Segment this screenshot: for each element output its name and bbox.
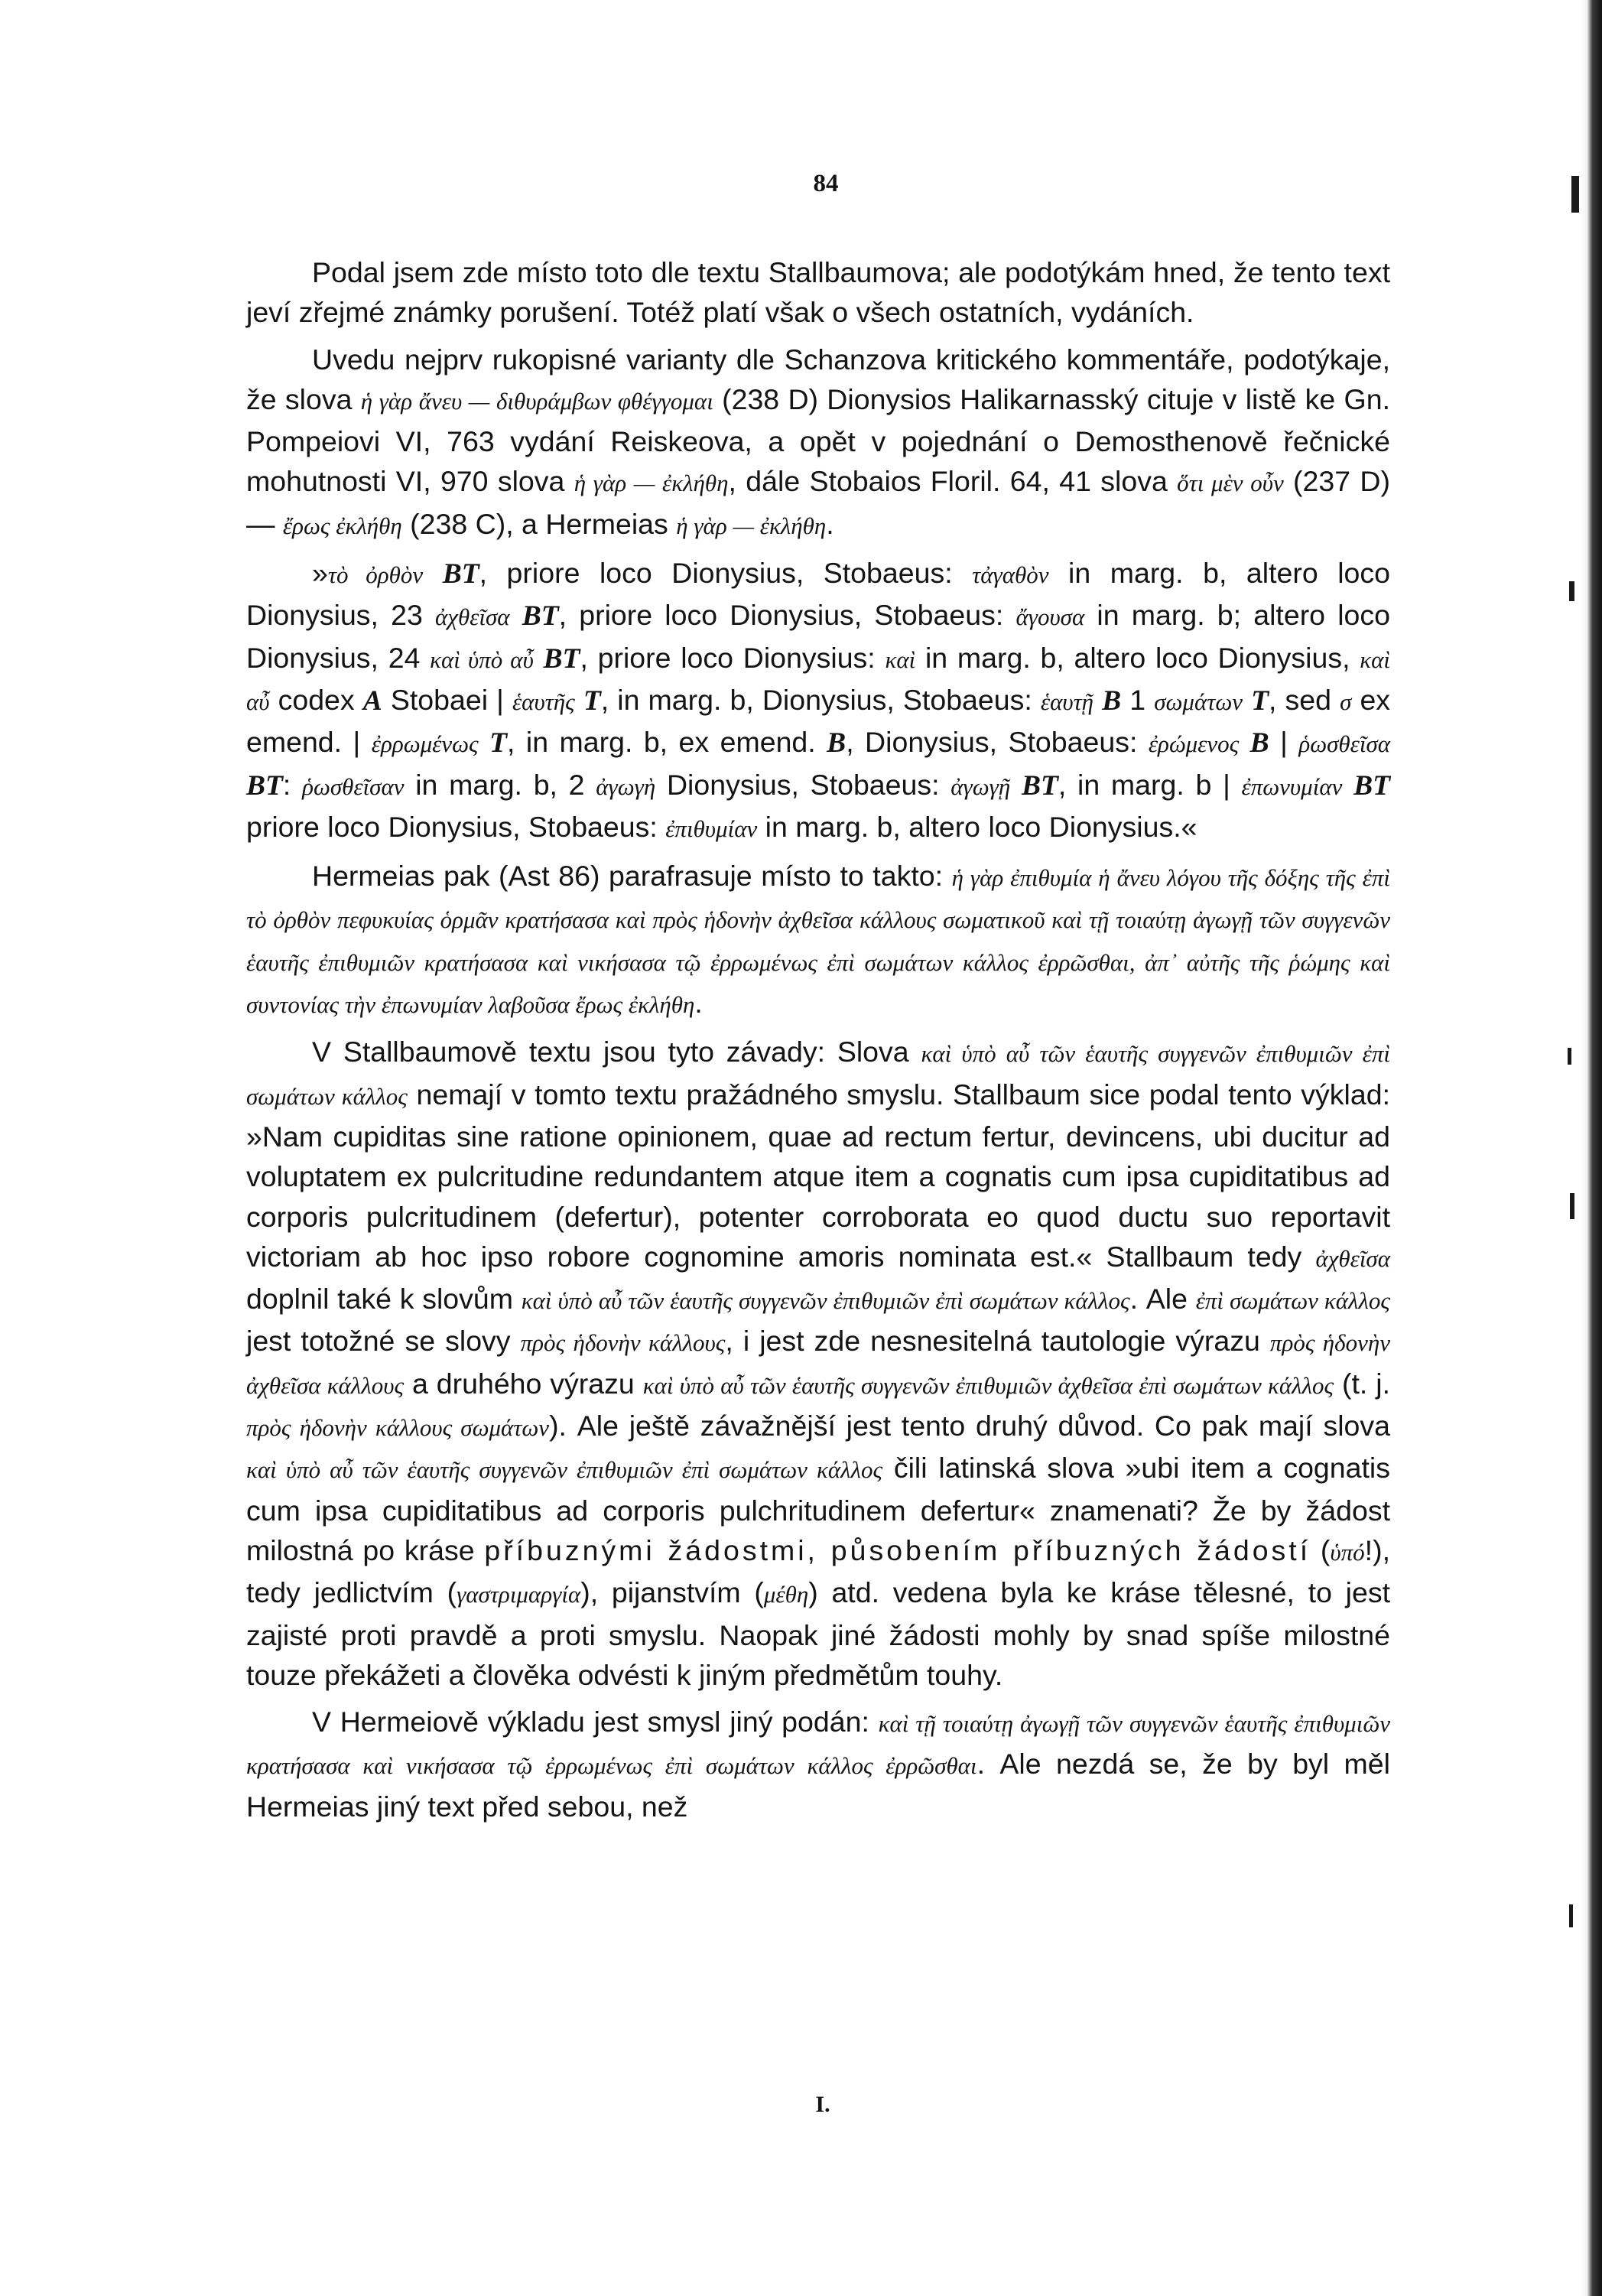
text-run: . Ale nezdá se, že by byl měl Hermeias jiný text před sebou, než: [246, 1748, 1390, 1823]
text-run: Stobaei |: [382, 683, 512, 716]
text-run: :: [282, 768, 303, 801]
text-run: (238 C), a Hermeias: [401, 507, 677, 540]
greek-quote: ἐρώμενος: [1148, 730, 1240, 758]
greek-quote: ἀχθεῖσα: [435, 603, 510, 631]
text-run: in marg. b; altero loco Dionysius, 24: [246, 599, 1390, 674]
text-run: priore loco Dionysius, Stobaeus:: [246, 810, 666, 843]
text-run: , Dionysius, Stobaeus:: [846, 726, 1149, 759]
text-run: [1239, 726, 1249, 758]
scan-mark: [1569, 1904, 1573, 1927]
text-run: (: [1311, 1533, 1331, 1566]
paragraph-4: [246, 856, 1390, 1025]
greek-quote: μέθη: [763, 1581, 809, 1608]
greek-quote: σ: [1340, 688, 1352, 715]
greek-quote: καὶ τῇ τοιαύτῃ ἀγωγῇ τῶν συγγενῶν ἑαυτῆς ἐπιθυμιῶν κρατήσασα καὶ νικήσασα τῷ ἐρρωμένως ἐπὶ σωμάτων κάλλος ἐρρῶσθαι: [246, 1710, 1390, 1780]
emphasized-text: příbuznými žádostmi, působením příbuzných žádostí: [484, 1533, 1311, 1566]
text-run: [1093, 684, 1102, 716]
greek-quote: ἄγουσα: [1015, 603, 1085, 631]
text-run: Dionysius, Stobaeus:: [655, 768, 951, 801]
text-run: [1342, 769, 1353, 801]
text-run: doplnil také k slovům: [246, 1283, 522, 1315]
text-run: in marg. b, 2: [404, 768, 596, 801]
scan-mark: [1570, 1193, 1574, 1219]
manuscript-siglum: B: [1249, 727, 1269, 759]
text-run: [479, 726, 489, 758]
manuscript-siglum: BT: [442, 558, 479, 590]
text-run: [575, 684, 583, 716]
text-run: , priore loco Dionysius:: [580, 641, 885, 674]
text-run: ), pijanstvím (: [580, 1576, 764, 1609]
greek-quote: καὶ: [885, 646, 916, 673]
greek-quote: ὑπό: [1330, 1538, 1365, 1566]
text-run: [423, 557, 443, 589]
text-run: . Ale: [1129, 1283, 1196, 1315]
greek-quote: ἑαυτῆς: [512, 688, 575, 715]
manuscript-siglum: B: [827, 727, 846, 759]
greek-quote: καὶ ὑπὸ αὖ τῶν ἑαυτῆς συγγενῶν ἐπιθυμιῶν ἀχθεῖσα ἐπὶ σωμάτων κάλλος: [642, 1371, 1334, 1399]
greek-quote: πρὸς ἡδονὴν ἀχθεῖσα κάλλους: [246, 1329, 1390, 1399]
text-run: , dále Stobaios Floril. 64, 41 slova: [728, 465, 1178, 498]
manuscript-siglum: BT: [1353, 769, 1390, 802]
text-run: in marg. b, altero loco Dionysius,: [915, 641, 1360, 674]
greek-quote: ῥωσθεῖσα: [1298, 730, 1390, 758]
manuscript-siglum: T: [489, 727, 507, 759]
text-run: , priore loco Dionysius, Stobaeus:: [479, 557, 973, 590]
greek-quote: ἀχθεῖσα: [1315, 1244, 1390, 1272]
paragraph-6: [246, 1702, 1390, 1826]
signature-mark: I.: [815, 2092, 830, 2117]
manuscript-siglum: A: [362, 685, 382, 717]
greek-quote: ἐπιθυμίαν: [665, 815, 758, 842]
greek-quote: καὶ ὑπὸ αὖ τῶν ἑαυτῆς συγγενῶν ἐπιθυμιῶν ἐπὶ σωμάτων κάλλος: [246, 1456, 883, 1484]
text-run: (t. j.: [1334, 1367, 1390, 1400]
text-run: in marg. b, altero loco Dionysius, 23: [246, 557, 1390, 632]
text-run: , in marg. b, Dionysius, Stobaeus:: [600, 683, 1041, 716]
greek-quote: καὶ ὑπὸ αὖ τῶν ἑαυτῆς συγγενῶν ἐπιθυμιῶν ἐπὶ σωμάτων κάλλος: [521, 1287, 1130, 1315]
greek-quote: ἡ γὰρ — ἐκλήθη: [574, 470, 729, 497]
greek-quote: ἡ γὰρ — ἐκλήθη: [676, 512, 827, 539]
greek-quote: καὶ ὑπὸ αὖ τῶν ἑαυτῆς συγγενῶν ἐπιθυμιῶν ἐπὶ σωμάτων κάλλος: [246, 1040, 1390, 1110]
paragraph-3: [246, 553, 1390, 849]
text-run: V Hermeiově výkladu jest smysl jiný podán:: [312, 1706, 879, 1738]
greek-quote: ἔρως ἐκλήθη: [282, 512, 402, 539]
text-run: V Stallbaumově textu jsou tyto závady: Slova: [312, 1036, 921, 1068]
manuscript-siglum: BT: [246, 769, 283, 802]
greek-quote: ἡ γὰρ ἄνευ — διθυράμβων φθέγγομαι: [360, 387, 713, 415]
text-run: [1243, 684, 1251, 716]
manuscript-siglum: BT: [522, 600, 559, 633]
greek-quote: καὶ ὑπὸ αὖ: [430, 646, 534, 673]
text-run: »: [312, 557, 328, 590]
greek-quote: ἐπὶ σωμάτων κάλλος: [1195, 1287, 1390, 1315]
text-run: ex emend. |: [246, 683, 1391, 759]
manuscript-siglum: BT: [543, 642, 580, 675]
greek-quote: τὸ ὀρθὸν: [327, 561, 424, 589]
page-number: 84: [813, 170, 839, 197]
body-text: [246, 252, 1390, 1833]
text-run: Hermeias pak (Ast 86) parafrasuje místo to takto:: [312, 860, 952, 893]
text-run: (238 D) Dionysios Halikarnasský cituje v listě ke Gn. Pompeiovi VI, 763 vydání Reiskeova, a opět v pojednání o Demosthenově řečnické mohutnosti VI, 970 slova: [246, 382, 1390, 498]
scan-mark: [1569, 581, 1574, 601]
greek-quote: ἐρρωμένως: [371, 730, 479, 758]
text-run: [1010, 769, 1022, 801]
text-run: ) atd. vedena byla ke kráse tělesné, to jest zajisté proti pravdě a proti smyslu. Naopak jiné žádosti mohly by snad spíše milostné touze překážeti a člověka odvésti k jiným předmětům touhy.: [246, 1576, 1390, 1691]
text-run: |: [1269, 726, 1299, 759]
greek-quote: ἡ γὰρ ἐπιθυμία ἡ ἄνευ λόγου τῆς δόξης τῆς ἐπὶ τὸ ὀρθὸν πεφυκυίας ὁρμᾶν κρατήσασα καὶ πρὸς ἡδονὴν ἀχθεῖσα κάλλους σωματικοῦ καὶ τῇ τοιαύτῃ ἀγωγῇ τῶν συγγενῶν ἑαυτῆς ἐπιθυμιῶν κρατήσασα καὶ νικήσασα τῷ ἐρρωμένως ἐπὶ σωμάτων κάλλος ἐρρῶσθαι, ἀπ᾽ αὐτῆς τῆς ῥώμης καὶ συντονίας τὴν ἐπωνυμίαν λαβοῦσα ἔρως ἐκλήθη: [246, 864, 1390, 1019]
manuscript-siglum: BT: [1021, 769, 1058, 802]
text-run: nemají v tomto textu pražádného smyslu. Stallbaum sice podal tento výklad: »Nam cupiditas sine ratione opinionem, quae ad rectum fertur, devincens, ubi ducitur ad voluptatem ex pulcritudine redundantem atque item a cognatis cum ipsa cupiditatibus ad corporis pulcritudinem (defertur), potenter corroborata eo quod ductu suo reportavit victoriam ab hoc ipso robore cognomine amoris nominata est.« Stallbaum tedy: [246, 1078, 1390, 1273]
greek-quote: τἀγαθὸν: [972, 561, 1049, 589]
greek-quote: καὶ αὖ: [246, 646, 1391, 715]
text-run: , in marg. b |: [1058, 768, 1242, 801]
text-run: .: [826, 507, 834, 540]
manuscript-siglum: T: [583, 685, 601, 717]
greek-quote: πρὸς ἡδονὴν κάλλους σωμάτων: [246, 1414, 550, 1442]
text-run: .: [694, 987, 703, 1020]
text-run: Podal jsem zde místo toto dle textu Stallbaumova; ale podotýkám hned, že tento text jeví zřejmé známky porušení. Totéž platí však o všech ostatních, vydáních.: [246, 256, 1390, 329]
greek-quote: σωμάτων: [1154, 688, 1243, 715]
greek-quote: ἐπωνυμίαν: [1241, 772, 1343, 800]
text-run: codex: [269, 683, 363, 716]
text-run: in marg. b, altero loco Dionysius.«: [757, 810, 1197, 843]
greek-quote: πρὸς ἡδονὴν κάλλους: [520, 1329, 726, 1357]
text-run: , i jest zde nesnesitelná tautologie výrazu: [725, 1325, 1270, 1358]
paragraph-5: [246, 1032, 1390, 1695]
text-run: !), tedy jedlictvím (: [246, 1533, 1390, 1609]
text-run: čili latinská slova »ubi item a cognatis cum ipsa cupiditatibus ad corporis pulchritudinem defertur« znamenati? Že by žádost milostná po kráse: [246, 1452, 1390, 1566]
greek-quote: γαστριμαργία: [457, 1581, 581, 1608]
text-run: [534, 642, 544, 674]
text-run: , sed: [1269, 683, 1340, 716]
paragraph-1: [246, 252, 1390, 333]
text-run: jest totožné se slovy: [246, 1325, 521, 1358]
greek-quote: ῥωσθεῖσαν: [302, 772, 405, 800]
greek-quote: ἀγωγῇ: [950, 772, 1011, 800]
text-run: [510, 599, 522, 631]
greek-quote: ἀγωγὴ: [596, 772, 656, 800]
scan-mark: [1571, 176, 1579, 213]
text-run: Uvedu nejprv rukopisné varianty dle Schanzova kritického kommentáře, podotýkaje, že slova: [246, 343, 1390, 415]
greek-quote: ὅτι μὲν οὖν: [1177, 470, 1284, 497]
paragraph-2: [246, 340, 1390, 546]
manuscript-siglum: T: [1251, 685, 1269, 717]
text-run: ). Ale ještě závažnější jest tento druhý důvod. Co pak mají slova: [549, 1410, 1390, 1442]
text-run: (237 D) —: [246, 465, 1391, 540]
text-run: a druhého výrazu: [404, 1367, 643, 1400]
scan-mark: [1568, 1048, 1571, 1065]
text-run: 1: [1121, 683, 1155, 716]
greek-quote: ἑαυτῇ: [1040, 688, 1094, 715]
text-run: , priore loco Dionysius, Stobaeus:: [558, 599, 1016, 632]
scan-edge: [1581, 0, 1602, 2296]
text-run: , in marg. b, ex emend.: [507, 726, 827, 759]
manuscript-siglum: B: [1102, 685, 1122, 717]
